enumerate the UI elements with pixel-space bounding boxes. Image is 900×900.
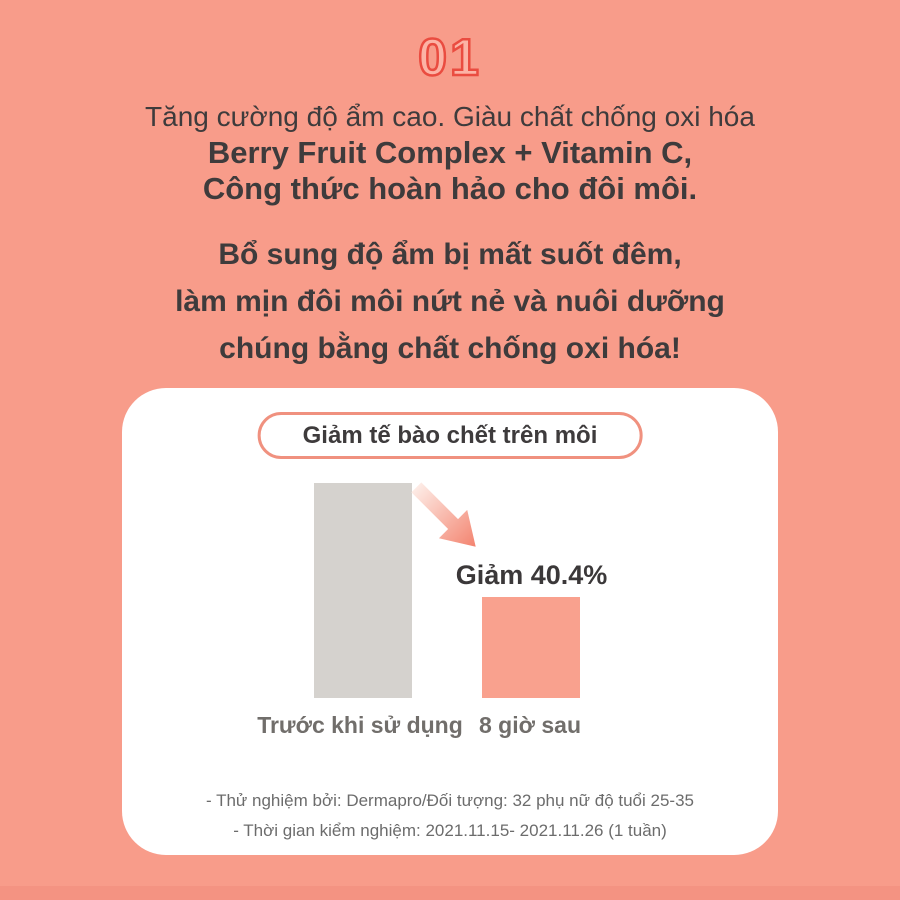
chart-title-badge: Giảm tế bào chết trên môi xyxy=(258,412,643,459)
footnote-test-period: - Thời gian kiểm nghiệm: 2021.11.15- 2021.11.26 (1 tuần) xyxy=(233,821,667,840)
bar-before-use xyxy=(314,483,412,698)
footnote-tester: - Thử nghiệm bởi: Dermapro/Đối tượng: 32 phụ nữ độ tuổi 25-35 xyxy=(206,791,694,810)
result-card xyxy=(122,388,778,855)
benefit-line-2: làm mịn đôi môi nứt nẻ và nuôi dưỡng xyxy=(175,285,725,318)
benefit-line-3: chúng bằng chất chống oxi hóa! xyxy=(219,332,681,365)
benefit-line-1: Bổ sung độ ẩm bị mất suốt đêm, xyxy=(218,238,682,271)
decrease-arrow-icon xyxy=(402,473,490,561)
bar-after-8-hours xyxy=(482,597,580,698)
intro-line-2: Berry Fruit Complex + Vitamin C, xyxy=(207,135,693,170)
benefit-text xyxy=(0,231,900,372)
test-footnotes xyxy=(122,786,778,846)
axis-label-after-8-hours: 8 giờ sau xyxy=(479,712,581,738)
axis-label-before-use: Trước khi sử dụng xyxy=(257,712,463,738)
bottom-edge-strip xyxy=(0,886,900,900)
intro-text xyxy=(0,99,900,207)
step-number: 01 xyxy=(418,29,482,87)
intro-line-1: Tăng cường độ ẩm cao. Giàu chất chống oxi hóa xyxy=(145,101,755,132)
reduction-percentage-label: Giảm 40.4% xyxy=(455,560,608,590)
intro-line-3: Công thức hoàn hảo cho đôi môi. xyxy=(202,171,698,206)
